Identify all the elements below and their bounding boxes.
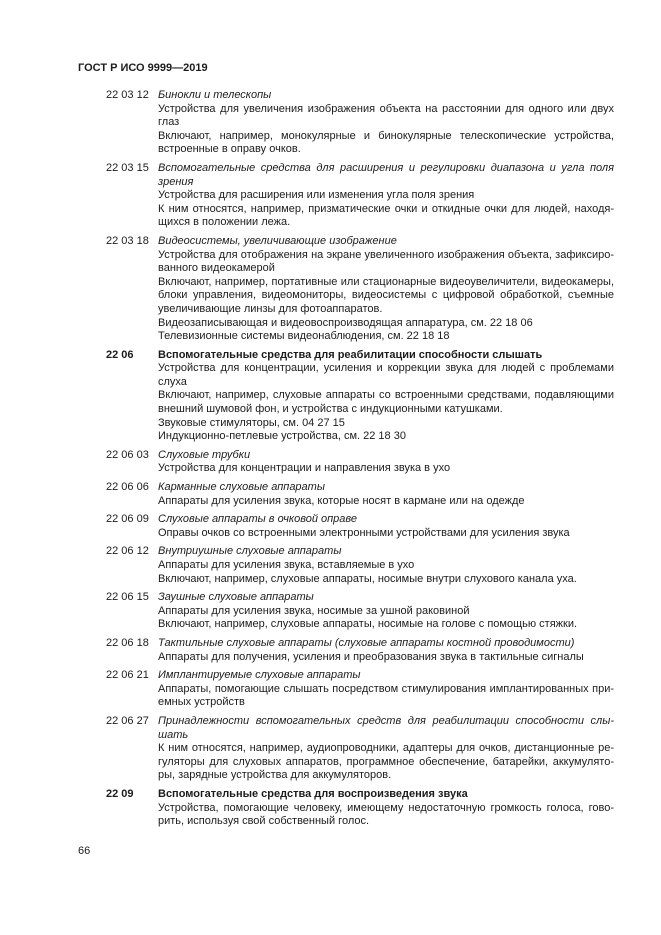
entry-paragraph [158,573,614,587]
entry-title-line: Видеосистемы, увеличивающие изображение [158,234,397,247]
entry-title [158,89,614,103]
entry-paragraph [158,362,614,389]
group-entry [106,349,614,444]
entry-body [158,481,614,508]
entry-text-line: Аппараты для усиления звука, носимые за ушной раковиной [158,604,470,617]
entry-paragraph [158,389,614,416]
entry-title-line: Вспомогательные средства для расширения и регулировки диапазона и угла поля [158,161,614,174]
classification-entry [106,591,614,632]
entry-text-line: Видеозаписывающая и видеовоспроизводящая аппаратура, см. 22 18 06 [158,316,533,329]
entry-title-line: Принадлежности вспомогательных средств для реабилитации способности слы- [158,714,614,727]
entry-paragraph [158,249,614,276]
entry-text-line: Включают, например, слуховые аппараты со встроенными средствами, подавляющими [158,389,614,402]
entry-title-line: Заушные слуховые аппараты [158,591,314,604]
entry-body [158,235,614,344]
entry-paragraph [158,618,614,632]
entry-paragraph [158,651,614,665]
entry-title [158,669,614,683]
page-number: 66 [78,845,91,857]
entry-code: 22 03 12 [106,89,149,101]
entry-code: 22 06 15 [106,591,149,604]
entry-text-line: Устройства для отображения на экране увеличенного изображения объекта, зафиксиро- [158,248,614,261]
entry-paragraph [158,317,614,331]
classification-entry [106,162,614,230]
entry-title [158,235,614,249]
entry-text-line: внешний шумовой фон, и устройства с индукционными катушками. [158,403,503,416]
entry-text-line: Оправы очков со встроенными электронными устройствами для усиления звука [158,526,570,539]
entry-text-line: рить, используя свой собственный голос. [158,815,370,828]
entry-code: 22 06 06 [106,481,149,494]
entry-paragraph [158,103,614,130]
entry-paragraph [158,527,614,541]
entry-code: 22 06 [106,348,134,361]
entry-paragraph [158,130,614,157]
entry-text-line: встроенные в оправу очков. [158,143,301,156]
entry-title [158,788,614,802]
document-header: ГОСТ Р ИСО 9999—2019 [78,62,208,74]
entry-text-line: Аппараты для усиления звука, которые носят в кармане или на одежде [158,494,525,507]
classification-entry [106,235,614,344]
entry-code: 22 03 18 [106,234,149,247]
entry-body [158,449,614,476]
entry-code: 22 03 15 [106,161,149,174]
entry-title [158,449,614,463]
classification-entry [106,449,614,476]
entry-paragraph [158,276,614,317]
entry-text-line: Устройства для расширения или изменения угла поля зрения [158,189,475,202]
entry-text-line: Индукционно-петлевые устройства, см. 22 18 30 [158,430,406,443]
entry-code: 22 06 12 [106,545,149,558]
entry-text-line: К ним относятся, например, аудиопроводники, адаптеры для очков, дистанционные ре- [158,742,614,755]
entry-title-line: Внутриушные слуховые аппараты [158,545,342,558]
entry-text-line: слуха [158,375,187,388]
entry-title-line: Карманные слуховые аппараты [158,481,325,494]
entry-title [158,349,614,363]
entry-text-line: Устройства, помогающие человеку, имеющему недостаточную громкость голоса, гово- [158,801,614,814]
entry-text-line: Включают, например, монокулярные и бинокулярные телескопические устройства, [158,129,614,142]
entry-title-line: Слуховые трубки [158,448,251,461]
entry-title-line: Имплантируемые слуховые аппараты [158,669,361,682]
entry-paragraph [158,802,614,829]
entry-body [158,637,614,664]
entry-paragraph [158,742,614,783]
entry-code: 22 06 27 [106,714,149,727]
entry-code: 22 06 21 [106,669,149,682]
entry-paragraph [158,683,614,710]
entry-paragraph [158,189,614,203]
entry-paragraph [158,462,614,476]
entry-body [158,715,614,783]
entry-text-line: щихся в положении лежа. [158,216,291,229]
entry-paragraph [158,203,614,230]
entry-text-line: Устройства для концентрации и направления звука в ухо [158,462,451,475]
entry-body [158,162,614,230]
entry-text-line: блоки управления, видеомониторы, видеосистемы с цифровой обработкой, съемные [158,289,614,302]
entry-text-line: гуляторы для слуховых аппаратов, программное обеспечение, батарейки, аккумулято- [158,755,614,768]
entry-paragraph [158,430,614,444]
entry-title [158,715,614,742]
entry-title-line: Слуховые аппараты в очковой оправе [158,513,358,526]
classification-entry [106,637,614,664]
entry-text-line: глаз [158,116,180,129]
entry-text-line: увеличивающие линзы для фотоаппаратов. [158,302,383,315]
entry-code: 22 06 03 [106,448,149,461]
entry-title-line: Вспомогательные средства для реабилитации способности слышать [158,348,543,361]
classification-entry [106,669,614,710]
entry-title-line: Вспомогательные средства для воспроизведения звука [158,787,468,800]
entry-body [158,89,614,157]
entry-title [158,591,614,605]
entry-body [158,349,614,444]
entry-text-line: Устройства для концентрации, усиления и коррекции звука для людей с проблемами [158,362,614,375]
entry-body [158,669,614,710]
entry-paragraph [158,417,614,431]
entry-title [158,637,614,651]
entry-paragraph [158,605,614,619]
entry-title [158,545,614,559]
entry-title-line: шать [158,728,189,741]
entry-title-line: Тактильные слуховые аппараты (слуховые аппараты костной проводимости) [158,636,575,649]
entry-text-line: К ним относятся, например, призматические очки и откидные очки для людей, находя- [158,202,614,215]
classification-entry [106,715,614,783]
entry-code: 22 06 18 [106,636,149,649]
entry-body [158,513,614,540]
entry-text-line: Устройства для увеличения изображения объекта на расстоянии для одного или двух [158,102,614,115]
entry-text-line: ры, зарядные устройства для аккумуляторов. [158,769,392,782]
entry-text-line: Включают, например, слуховые аппараты, носимые на голове с помощью стяжки. [158,618,578,631]
entry-text-line: Включают, например, слуховые аппараты, носимые внутри слухового канала уха. [158,572,577,585]
entry-paragraph [158,559,614,573]
classification-entry [106,481,614,508]
entry-text-line: Аппараты для усиления звука, вставляемые в ухо [158,559,415,571]
entry-code: 22 09 [106,787,134,800]
entry-title [158,162,614,189]
entry-paragraph [158,495,614,509]
classification-entry [106,545,614,586]
group-entry [106,788,614,829]
entry-text-line: емных устройств [158,696,245,709]
entry-text-line: Аппараты для получения, усиления и преобразования звука в тактильные сигналы [158,650,584,663]
entry-title-line: Бинокли и телескопы [158,89,272,101]
entry-body [158,545,614,586]
entry-text-line: Телевизионные системы видеонаблюдения, см. 22 18 18 [158,330,450,343]
entry-title [158,481,614,495]
classification-list [106,89,614,834]
entry-title-line: зрения [158,175,194,188]
classification-entry [106,513,614,540]
entry-text-line: Включают, например, портативные или стационарные видеоувеличители, видеокамеры, [158,275,614,288]
entry-title [158,513,614,527]
entry-paragraph [158,330,614,344]
entry-body [158,591,614,632]
entry-text-line: ванного видеокамерой [158,262,275,275]
classification-entry [106,89,614,157]
entry-text-line: Аппараты, помогающие слышать посредством стимулирования имплантированных при- [158,682,614,695]
entry-code: 22 06 09 [106,513,149,526]
entry-body [158,788,614,829]
entry-text-line: Звуковые стимуляторы, см. 04 27 15 [158,416,345,429]
